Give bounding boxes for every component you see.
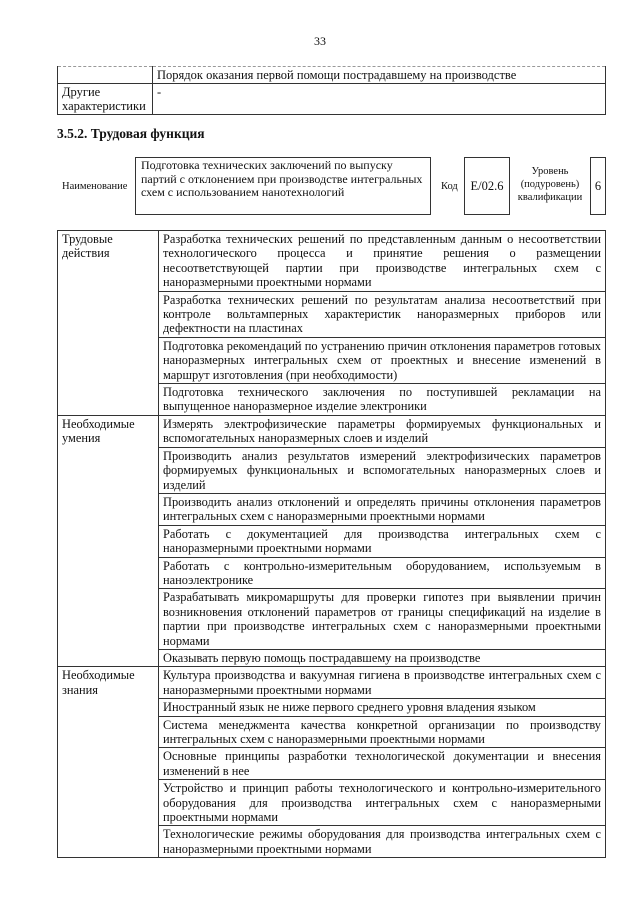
name-label: Наименование xyxy=(62,181,128,192)
skills-item: Работать с документацией для производства интегральных схем с наноразмерными проектными нормами xyxy=(159,525,606,557)
page-number: 33 xyxy=(314,34,326,48)
first-aid-text: Порядок оказания первой помощи пострадавшему на производстве xyxy=(153,67,606,84)
skills-label: Необходимые умения xyxy=(58,415,159,667)
table-row xyxy=(58,231,606,292)
knowledge-label: Необходимые знания xyxy=(58,667,159,858)
function-details-table xyxy=(57,230,606,858)
knowledge-item: Технологические режимы оборудования для производства интегральных схем с наноразмерными проектными нормами xyxy=(159,826,606,858)
skills-item: Разрабатывать микромаршруты для проверки гипотез при выявлении причин возникновения отклонений параметров от границы спецификаций на изделие в партии при производстве интегральных схем с наноразмерными проектными нормами xyxy=(159,589,606,650)
skills-item: Оказывать первую помощь пострадавшему на производстве xyxy=(159,649,606,666)
qualification-level: 6 xyxy=(590,157,606,215)
knowledge-item: Иностранный язык не ниже первого среднего уровня владения языком xyxy=(159,699,606,716)
labor-actions-item: Разработка технических решений по результатам анализа несоответствий при контроле вольтамперных характеристик наноразмерных приборов или дефектности на пластинах xyxy=(159,291,606,337)
labor-actions-item: Подготовка рекомендаций по устранению причин отклонения параметров готовых наноразмерных интегральных схем от проектных и внесение изменений в маршрут изготовления (при необходимости) xyxy=(159,337,606,383)
table-row xyxy=(58,667,606,699)
knowledge-item: Культура производства и вакуумная гигиена в производстве интегральных схем с наноразмерными проектными нормами xyxy=(159,667,606,699)
knowledge-item: Устройство и принцип работы технологического и контрольно-измерительного оборудования для производства интегральных схем с наноразмерными проектными нормами xyxy=(159,780,606,826)
skills-item: Производить анализ отклонений и определять причины отклонения параметров интегральных схем с наноразмерными проектными нормами xyxy=(159,493,606,525)
code-label: Код xyxy=(441,181,458,192)
other-characteristics-value: - xyxy=(153,84,606,115)
other-characteristics-label: Другие характеристики xyxy=(58,84,153,115)
level-label: Уровень (подуровень) квалификации xyxy=(517,166,583,203)
skills-item: Производить анализ результатов измерений электрофизических параметров формируемых функциональных и вспомогательных наноразмерных слоев и изделий xyxy=(159,447,606,493)
labor-actions-label: Трудовые действия xyxy=(58,231,159,416)
function-name: Подготовка технических заключений по выпуску партий с отклонением при производстве интегральных схем с использованием нанотехнологий xyxy=(135,157,431,215)
labor-actions-item: Разработка технических решений по представленным данным о несоответствии технологического процесса и принятие решения о размещении несоответствующей партии при производстве интегральных схем с наноразмерными проектными нормами xyxy=(159,231,606,292)
function-code: E/02.6 xyxy=(464,157,510,215)
table-row xyxy=(58,67,606,84)
labor-actions-item: Подготовка технического заключения по поступившей рекламации на выпущенное наноразмерное изделие электроники xyxy=(159,384,606,416)
table-row xyxy=(58,415,606,447)
other-characteristics-table xyxy=(57,66,606,115)
knowledge-item: Система менеджмента качества конкретной организации по производству интегральных схем с наноразмерными проектными нормами xyxy=(159,716,606,748)
section-title: 3.5.2. Трудовая функция xyxy=(57,126,205,141)
skills-item: Работать с контрольно-измерительным оборудованием, используемым в наноэлектронике xyxy=(159,557,606,589)
skills-item: Измерять электрофизические параметры формируемых функциональных и вспомогательных наноразмерных слоев и изделий xyxy=(159,415,606,447)
knowledge-item: Основные принципы разработки технологической документации и внесения изменений в нее xyxy=(159,748,606,780)
table-row xyxy=(58,84,606,115)
empty-cell xyxy=(58,67,153,84)
